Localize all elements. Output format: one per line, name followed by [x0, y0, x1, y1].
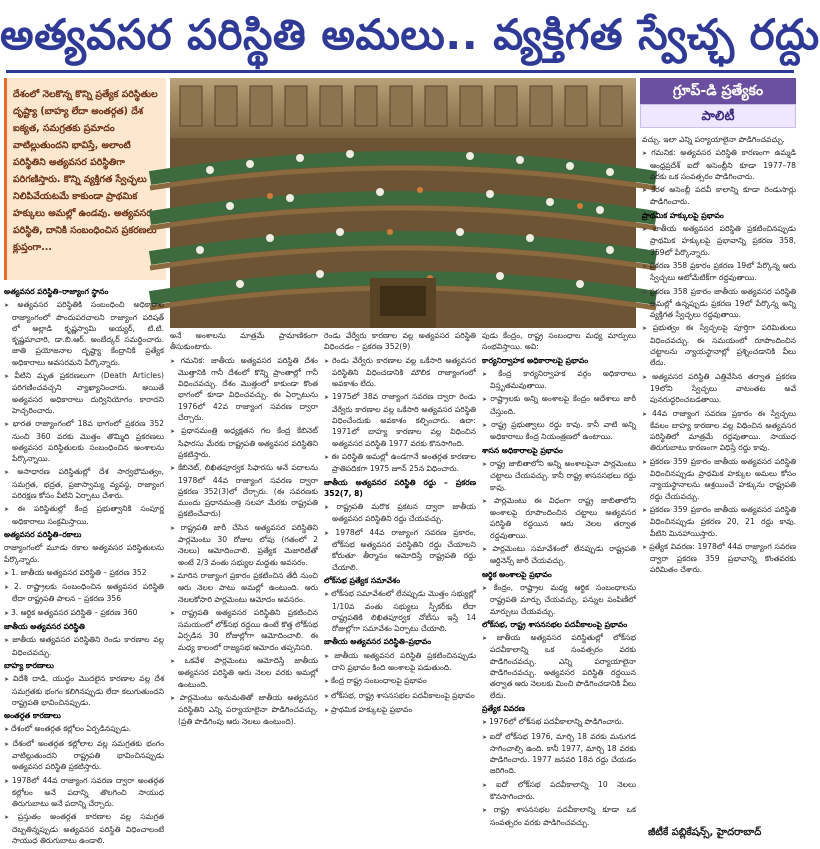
paragraph: ➤ రాష్ట్రపతి జారీ చేసిన అత్యవసర పరిస్థితిని పార్లమెంటు 30 రోజుల లోపు (గతంలో 2 నెలలు) ఆమోదించాలి. ప్రత్యేక మెజారిటీతో అంటే 2/3 వంతు సభ్యుల మద్దతు అవసరం. — [170, 522, 318, 568]
paragraph: ➤ రెండు వేర్వేరు కారణాల వల్ల ఒకేసారి అత్యవసర పరిస్థితిని విధించడానికి మౌలిక రాజ్యాంగంలో అవకాశం లేదు. — [324, 355, 476, 390]
paragraph: ➤ రాష్ట్రపతి మరొక ప్రకటన ద్వారా జాతీయ అత్యవసర పరిస్థితిని రద్దు చేయవచ్చు. — [324, 501, 476, 525]
paragraph: ➤ వీటిని మృత ప్రకరణలుగా (Death Articles) పరిగణించవచ్చని వ్యాఖ్యానించారు. అయితే అత్యవసర అధికారాలు దుర్వినియోగం కారాదని హెచ్చరించారు. — [4, 370, 164, 416]
section-heading: జాతీయ అత్యవసర పరిస్థితి–ప్రభావం — [324, 637, 432, 647]
paragraph: ➤ రాష్ట్ర ప్రభుత్వాలు రద్దు కావు. కానీ వాటి అన్ని అధికారాలు కేంద్ర నియంత్రణలో ఉంటాయి. — [482, 419, 636, 443]
paragraph: ➤ రాష్ట్రపతి అత్యవసర పరిస్థితిని ప్రకటించిన సమయంలో లోక్‌సభ రద్దయి ఉంటే కొత్త లోక్‌సభ ఏర్పడిన 30 రోజుల్లోగా ఆమోదించాలి. ఈ మధ్య కాలంలో రాజ్యసభ ఆమోదం తప్పనిసరి. — [170, 607, 318, 653]
badge-group-d: గ్రూప్-డి ప్రత్యేకం — [640, 78, 796, 104]
paragraph: రాజ్యాంగంలో మూడు రకాల అత్యవసర పరిస్థితులను పేర్కొన్నారు. — [4, 543, 164, 564]
paragraph: ➤ ప్రధానమంత్రి అధ్యక్షతన గల కేంద్ర కేబినెట్ సిఫారసు మేరకు రాష్ట్రపతి అత్యవసర పరిస్థితిని ప్రకటిస్తారు. — [170, 425, 318, 460]
paragraph: ➤ అత్యవసర పరిస్థితి ఎత్తివేసిన తర్వాత ప్రకరణ 19లోని స్వేచ్ఛలు వాటంతట అవే పునరుద్ధరించబడతాయి. — [642, 371, 796, 406]
section-heading: ఆర్థిక అంశాలపై ప్రభావం — [482, 569, 552, 579]
paragraph: ➤ రాష్ట్ర జాబితాలోని అన్ని అంశాలపైనా పార్లమెంటు చట్టాలు చేయవచ్చు. కానీ రాష్ట్ర శాసనసభలు రద్దు కావు. — [482, 458, 636, 493]
paragraph: ➤ ప్రకరణ 358 ప్రకారం ప్రకరణ 19లో పేర్కొన్న ఆరు స్వేచ్ఛలు ఆటోమేటిక్‌గా రద్దవుతాయి. — [642, 260, 796, 284]
column-2 — [170, 330, 318, 830]
paragraph: ➤ ప్రభుత్వం ఈ స్వేచ్ఛలపై పూర్తిగా పరిమితులు విధించవచ్చు. ఈ సమయంలో రూపొందించిన చట్టాలను న్యాయస్థానాల్లో ప్రశ్నించడానికి వీలు లేదు. — [642, 322, 796, 368]
paragraph: ➤ ఈ పరిస్థితి అమల్లో ఉండగానే అంతర్గత కారణాల ప్రాతిపదికగా 1975 జూన్ 25న విధించారు. — [324, 451, 476, 475]
intro-box: దేశంలో నెలకొన్న కొన్ని ప్రత్యేక పరిస్థితుల దృష్ట్యా (బాహ్య లేదా అంతర్గత) దేశ ఐక్యత, సమగ్రతకు ప్రమాదం వాటిల్లుతుందని భావిస్తే, అలాంటి పరిస్థితిని అత్యవసర పరిస్థితిగా పరిగణిస్తారు. కొన్ని వ్యక్తిగత స్వేచ్ఛలు నిలిపివేయటమే కాకుండా ప్రాథమిక హక్కులు అమల్లో ఉండవు. అత్యవసర పరిస్థితి, దానికి సంబంధించిన ప్రకరణలు క్లుప్తంగా... — [4, 78, 166, 280]
section-heading: జాతీయ అత్యవసర పరిస్థితి — [4, 622, 85, 632]
headline-rule — [6, 70, 794, 73]
paragraph: ➤ ప్రాథమిక హక్కులపై ప్రభావం — [324, 704, 476, 716]
paragraph: ➤ 3. ఆర్థిక అత్యవసర పరిస్థితి – ప్రకరణ 360 — [4, 607, 164, 619]
section-heading: బాహ్య కారణాలు — [4, 660, 54, 670]
paragraph: ➤ జాతీయ అత్యవసర పరిస్థితి ప్రకటించినప్పుడు ప్రాథమిక హక్కులపై ప్రభావాన్ని ప్రకరణ 358, 359లో పేర్కొన్నారు. — [642, 223, 796, 258]
section-heading: లోక్‌సభ ప్రత్యేక సమావేశం — [324, 575, 401, 585]
parliament-photo — [170, 78, 636, 328]
section-heading: ప్రత్యేక వివరణ — [482, 703, 525, 713]
column-5 — [642, 134, 796, 822]
paragraph: ➤ ఐదో లోక్‌సభ 1976, మార్చి 18 వరకు మనుగడ సాగించాల్సి ఉంది. కానీ 1977, మార్చి 18 వరకు పొడిగించారు. 1977 జనవరి 18న రద్దు చేయడం జరిగింది. — [482, 731, 636, 777]
paragraph: ➤ అత్యవసర పరిస్థితికి సంబంధించి అధికారాల రాజ్యాంగంలో పొందుపరచాలని రాజ్యాంగ పరిషత్ లో అల్లాడి కృష్ణస్వామి అయ్యర్, టి.టి. కృష్ణమాచారి, డా.బి.ఆర్. అంబేద్కర్ సమర్థించారు. జాతి ప్రయోజనాల దృష్ట్యా కేంద్రానికి ప్రత్యేక అధికారాలు అవసరమని పేర్కొన్నారు. — [4, 299, 164, 368]
paragraph: ➤ భారత రాజ్యాంగంలో 18వ భాగంలో ప్రకరణ 352 నుంచి 360 వరకు మొత్తం తొమ్మిది ప్రకరణలు అత్యవసర పరిస్థితులకు సంబంధించిన అంశాలను పేర్కొన్నాయి. — [4, 418, 164, 464]
paragraph: ➤ కేబినెట్, లిఖితపూర్వక సిఫారసు అనే పదాలను 1978లో 44వ రాజ్యాంగ సవరణ ద్వారా ప్రకరణ 352(3)లో చేర్చారు. (ఈ సవరణకు ముందు ప్రధానమంత్రి సలహా మేరకు రాష్ట్రపతి ప్రకటించేవారు) — [170, 462, 318, 519]
paragraph: వచ్చు. ఇలా ఎన్ని పర్యాయాలైనా పొడిగించవచ్చు. — [642, 135, 785, 144]
badge-polity: పాలిటీ — [640, 104, 796, 128]
paragraph: ➤ జాతీయ అత్యవసర పరిస్థితిని రెండు కారణాల వల్ల విధించవచ్చు. — [4, 634, 164, 658]
paragraph: ➤ దేశంలో అంతర్గత కల్లోలాల వల్ల సమగ్రతకు భంగం వాటిల్లుతుందని రాష్ట్రపతి భావించినప్పుడు అత్యవసర పరిస్థితి ప్రకటిస్తారు. — [4, 738, 164, 773]
column-1 — [4, 284, 165, 846]
paragraph: ➤ రాష్ట్ర శాసనసభల పదవీకాలాన్ని కూడా ఒక సంవత్సరం వరకు పొడిగించవచ్చు. — [482, 804, 636, 828]
paragraph: ➤ కేంద్ర కార్యనిర్వాహక వర్గం అధికారాలు విస్తృతమవుతాయి. — [482, 368, 636, 392]
paragraph: ➤ జాతీయ అత్యవసర పరిస్థితి ప్రకటించినప్పుడు దాని ప్రభావం కింది అంశాలపై పడుతుంది. — [324, 650, 476, 674]
paragraph: ➤ పార్లమెంటు ఈ విధంగా రాష్ట్ర జాబితాలోని అంశాలపై రూపొందించిన చట్టాలు అత్యవసర పరిస్థితి రద్దయిన ఆరు నెలల తర్వాత రద్దవుతాయి. — [482, 495, 636, 541]
paragraph: ➤ దేశంలో అంతర్గత కల్లోలం ఏర్పడినప్పుడు. — [4, 723, 164, 735]
headline: అత్యవసర పరిస్థితి అమలు.. వ్యక్తిగత స్వేచ్ఛ రద్దు — [0, 10, 820, 59]
paragraph: ➤ ప్రకరణ 359 ప్రకారం జాతీయ అత్యవసర పరిస్థితి విధించినప్పుడు ప్రాథమిక హక్కుల అమలు కోసం న్యాయస్థానాలను ఆశ్రయించే హక్కును రాష్ట్రపతి రద్దు చేయవచ్చు. — [642, 456, 796, 502]
paragraph: ➤ కేంద్రం, రాష్ట్రాల మధ్య ఆర్థిక సంబంధాలను రాష్ట్రపతి మార్పు చేయవచ్చు. పన్నుల పంపిణీలో మార్పులు చేయవచ్చు. — [482, 582, 636, 617]
section-heading: కార్యనిర్వాహక అధికారాలపై ప్రభావం — [482, 355, 589, 365]
section-heading: అత్యవసర పరిస్థితి–రాజ్యాంగ స్థానం — [4, 287, 109, 296]
section-heading: అంతర్గత కారణాలు — [4, 711, 61, 721]
paragraph: ➤ లోక్‌సభ సమావేశంలో లేనప్పుడు మొత్తం సభ్యుల్లో 1/10వ వంతు సభ్యులు స్పీకర్‌కు లేదా రాష్ట్రపతికి లిఖితపూర్వక నోటీసు ఇస్తే 14 రోజుల్లోగా సమావేశం ఏర్పాటు చేయాలి. — [324, 588, 476, 634]
section-heading: శాసన అధికారాలపై ప్రభావం — [482, 445, 563, 455]
paragraph: ➤ ప్రత్యేక వివరణ: 1978లో 44వ రాజ్యాంగ సవరణ ద్వారా ప్రకరణ 359 ప్రభావాన్ని కొంతవరకు పరిమితం చేశారు. — [642, 541, 796, 576]
paragraph: ➤ 1978లో 44వ రాజ్యాంగ సవరణ ద్వారా అంతర్గత కల్లోలం అనే పదాన్ని తొలగించి సాయుధ తిరుగుబాటు అనే పదాన్ని చేర్చారు. — [4, 775, 164, 810]
paragraph: ➤ ప్రకరణ 358 ప్రకారం జాతీయ అత్యవసర పరిస్థితి అమల్లో ఉన్నప్పుడు ప్రకరణ 19లో పేర్కొన్న అన్ని వ్యక్తిగత స్వేచ్ఛలు రద్దవుతాయి. — [642, 286, 796, 321]
paragraph: ➤ గమనిక: అత్యవసర పరిస్థితి కారణంగా ఉమ్మడి ఆంధ్రప్రదేశ్ ఐదో అసెంబ్లీని కూడా 1977–78 వరకు ఒక సంవత్సరం పొడిగించారు. — [642, 147, 796, 182]
section-heading: అత్యవసర పరిస్థితి–రకాలు — [4, 529, 82, 539]
paragraph: ➤ జాతీయ అత్యవసర పరిస్థితుల్లో లోక్‌సభ పదవీకాలాన్ని ఒక సంవత్సరం వరకు పొడిగించవచ్చు. ఎన్ని పర్యాయాలైనా పొడిగించవచ్చు. అత్యవసర పరిస్థితి రద్దయిన తర్వాత ఆరు నెలలకు మించి పొడిగించడానికి వీలు లేదు. — [482, 632, 636, 701]
paragraph: ➤ రాష్ట్రాలకు అన్ని అంశాలపై కేంద్రం ఆదేశాలు జారీ చేస్తుంది. — [482, 393, 636, 417]
paragraph: ➤ 1976లో లోక్‌సభ పదవీకాలాన్ని పొడిగించారు. — [482, 716, 636, 728]
paragraph: ➤ 1. జాతీయ అత్యవసర పరిస్థితి – ప్రకరణ 352 — [4, 567, 164, 579]
paragraph: ➤ కేంద్ర రాష్ట్ర సంబంధాలపై ప్రభావం — [324, 675, 476, 687]
paragraph: ➤ 2. రాష్ట్రాలకు సంబంధించిన అత్యవసర పరిస్థితి లేదా రాష్ట్రపతి పాలన – ప్రకరణ 356 — [4, 581, 164, 605]
paragraph: ➤ పార్లమెంటు సమావేశంలో లేనప్పుడు రాష్ట్రపతి ఆర్డినెన్స్ జారీ చేయవచ్చు. — [482, 543, 636, 567]
paragraph: ➤ అసాధారణ పరిస్థితుల్లో దేశ సార్వభౌమత్వం, సమగ్రత, భద్రత, ప్రజాస్వామ్య వ్యవస్థ, రాజ్యాంగ పరిరక్షణ కోసం వీటిని ఏర్పాటు చేశారు. — [4, 466, 164, 501]
section-badge — [640, 78, 796, 130]
paragraph: ➤ ప్రకరణ 359 ప్రకారం జాతీయ అత్యవసర పరిస్థితి విధించినప్పుడు ప్రకరణ 20, 21 రద్దు కావు. వీటిని మినహాయిస్తారు. — [642, 504, 796, 539]
column-3 — [324, 330, 476, 830]
section-heading: జాతీయ అత్యవసర పరిస్థితి రద్దు – ప్రకరణ 352(7, 8) — [324, 477, 476, 498]
paragraph: ➤ 1975లో 38వ రాజ్యాంగ సవరణ ద్వారా రెండు వేర్వేరు కారణాల వల్ల ఒకేసారి అత్యవసర పరిస్థితి విధించేందుకు అవకాశం కల్పించారు. ఉదా: 1971లో బాహ్య కారణాల వల్ల విధించిన అత్యవసర పరిస్థితి 1977 వరకు కొనసాగింది. — [324, 391, 476, 448]
paragraph: ➤ లోక్‌సభ, రాష్ట్ర శాసనసభల పదవీకాలంపై ప్రభావం — [324, 690, 476, 702]
paragraph: ➤ కేరళ అసెంబ్లీ పదవీ కాలాన్ని కూడా రెండుసార్లు పొడిగించారు. — [642, 184, 796, 208]
paragraph: ➤ ఐదో లోక్‌సభ పదవీకాలాన్ని 10 నెలలు కొనసాగించారు. — [482, 779, 636, 803]
paragraph: అనే అంశాలను మాత్రమే ప్రామాణికంగా తీసుకుంటారు. — [170, 331, 318, 352]
footer-credit: జీటీకే పబ్లికేషన్స్, హైదరాబాద్ — [648, 827, 762, 838]
paragraph: పుడు కేంద్రం, రాష్ట్ర సంబంధాల మధ్య మార్పులు సంభవిస్తాయి. అవి: — [482, 331, 636, 352]
paragraph: ➤ ఈ పరిస్థితుల్లో కేంద్ర ప్రభుత్వానికి సంపూర్ణ అధికారాలు సంక్రమిస్తాయి. — [4, 503, 164, 527]
paragraph: ➤ ప్రస్తుతం అంతర్గత కారణాల వల్ల సమగ్రత దెబ్బతిన్నప్పుడు అత్యవసర పరిస్థితి విధించాలంటే సాయుధ తిరుగుబాటు ఉండాలి. — [4, 811, 164, 846]
paragraph: ➤ పార్లమెంటు అనుమతితో జాతీయ అత్యవసర పరిస్థితిని ఎన్ని పర్యాయాలైనా పొడిగించవచ్చు. (ప్రతి పొడిగింపు ఆరు నెలలు ఉంటుంది). — [170, 692, 318, 727]
paragraph: ➤ ఒకవేళ పార్లమెంటు ఆమోదిస్తే జాతీయ అత్యవసర పరిస్థితి ఆరు నెలల వరకు అమల్లో ఉంటుంది. — [170, 655, 318, 690]
paragraph: ➤ 1978లో 44వ రాజ్యాంగ సవరణ ప్రకారం, లోక్‌సభ అత్యవసర పరిస్థితిని రద్దు చేయాలని కోరుతూ తీర్మానం ఆమోదిస్తే రాష్ట్రపతి రద్దు చేయాలి. — [324, 527, 476, 573]
paragraph: రెండు వేర్వేరు కారణాల వల్ల అత్యవసర పరిస్థితి విధించడం – ప్రకరణ 352(9) — [324, 331, 476, 352]
paragraph: ➤ విదేశీ దాడి, యుద్ధం మొదలైన కారణాల వల్ల దేశ సమగ్రతకు భంగం కలిగినప్పుడు లేదా కలుగుతుందని రాష్ట్రపతి భావించినప్పుడు. — [4, 673, 164, 708]
section-heading: లోక్‌సభ, రాష్ట్ర శాసనసభల పదవీకాలంపై ప్రభావం — [482, 619, 628, 629]
paragraph: ➤ గమనిక: జాతీయ అత్యవసర పరిస్థితి దేశం మొత్తానికి గానీ దేశంలో కొన్ని ప్రాంతాల్లో గానీ విధించవచ్చు. దేశం మొత్తంలో కాకుండా కొంత భాగంలో కూడా విధించవచ్చు. ఈ ఏర్పాటును 1976లో 42వ రాజ్యాంగ సవరణ ద్వారా చేర్చారు. — [170, 355, 318, 424]
paragraph: ➤ మారిన రాజ్యాంగ ప్రకారం ప్రకటించిన తేదీ నుంచి ఆరు నెలల పాటు అమల్లో ఉంటుంది. ఆరు నెలలకోసారి పార్లమెంటు ఆమోదం అవసరం. — [170, 570, 318, 605]
paragraph: ➤ 44వ రాజ్యాంగ సవరణ ప్రకారం ఈ స్వేచ్ఛలు కేవలం బాహ్య కారణాల వల్ల విధించిన అత్యవసర పరిస్థితిలో మాత్రమే రద్దవుతాయి. సాయుధ తిరుగుబాటు కారణంగా విధిస్తే రద్దు కావు. — [642, 408, 796, 454]
section-heading: ప్రాథమిక హక్కులపై ప్రభావం — [642, 210, 724, 220]
column-4 — [482, 330, 636, 830]
